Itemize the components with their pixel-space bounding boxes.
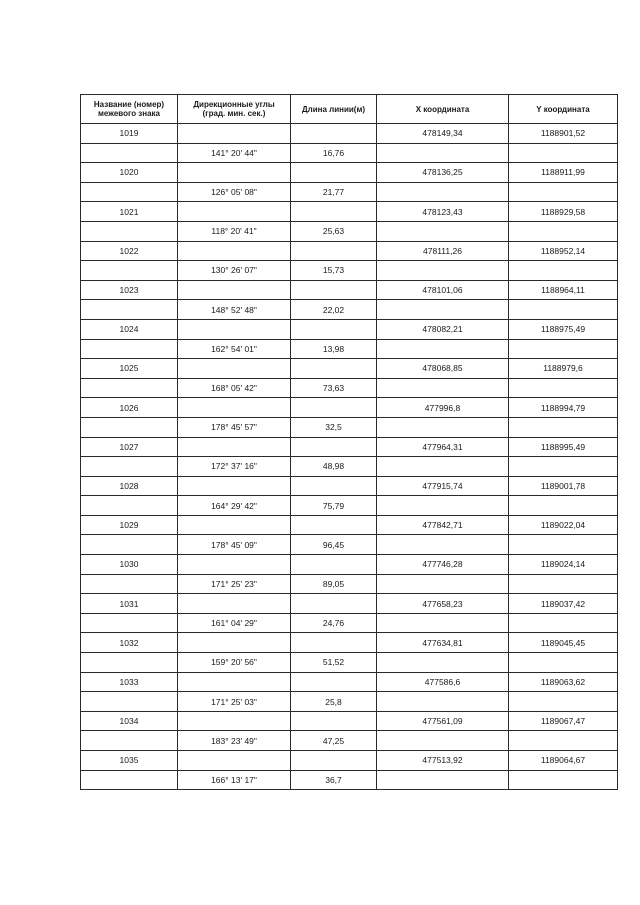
- empty-cell: [377, 300, 509, 320]
- point-x: 477561,09: [377, 711, 509, 731]
- point-y: 1188901,52: [509, 124, 618, 144]
- empty-cell: [377, 143, 509, 163]
- segment-length: 25,63: [291, 221, 377, 241]
- empty-cell: [509, 770, 618, 790]
- point-row: [81, 280, 618, 300]
- segment-row: [81, 378, 618, 398]
- empty-cell: [178, 398, 291, 418]
- empty-cell: [291, 359, 377, 379]
- point-x: 478101,06: [377, 280, 509, 300]
- header-length: Длина линии(м): [291, 95, 377, 124]
- empty-cell: [178, 124, 291, 144]
- point-row: [81, 398, 618, 418]
- point-x: 477586,6: [377, 672, 509, 692]
- segment-angle: 168° 05' 42": [178, 378, 291, 398]
- point-x: 478068,85: [377, 359, 509, 379]
- segment-angle: 130° 26' 07": [178, 261, 291, 281]
- point-x: 478136,25: [377, 163, 509, 183]
- point-x: 478111,26: [377, 241, 509, 261]
- point-row: [81, 515, 618, 535]
- segment-angle: 148° 52' 48": [178, 300, 291, 320]
- empty-cell: [377, 535, 509, 555]
- empty-cell: [81, 339, 178, 359]
- point-name: 1027: [81, 437, 178, 457]
- point-y: 1189064,67: [509, 751, 618, 771]
- point-y: 1188994,79: [509, 398, 618, 418]
- segment-row: [81, 143, 618, 163]
- point-row: [81, 202, 618, 222]
- point-row: [81, 359, 618, 379]
- point-y: 1189001,78: [509, 476, 618, 496]
- segment-row: [81, 221, 618, 241]
- point-name: 1031: [81, 594, 178, 614]
- segment-angle: 166° 13' 17": [178, 770, 291, 790]
- point-name: 1028: [81, 476, 178, 496]
- empty-cell: [509, 731, 618, 751]
- segment-angle: 178° 45' 57": [178, 417, 291, 437]
- segment-length: 13,98: [291, 339, 377, 359]
- segment-length: 51,52: [291, 653, 377, 673]
- empty-cell: [377, 574, 509, 594]
- segment-row: [81, 261, 618, 281]
- empty-cell: [81, 770, 178, 790]
- segment-length: 96,45: [291, 535, 377, 555]
- point-row: [81, 594, 618, 614]
- empty-cell: [291, 319, 377, 339]
- table-header-row: [81, 95, 618, 124]
- point-x: 477996,8: [377, 398, 509, 418]
- segment-length: 73,63: [291, 378, 377, 398]
- empty-cell: [509, 300, 618, 320]
- point-y: 1188995,49: [509, 437, 618, 457]
- empty-cell: [377, 770, 509, 790]
- empty-cell: [291, 672, 377, 692]
- empty-cell: [377, 613, 509, 633]
- empty-cell: [509, 535, 618, 555]
- empty-cell: [291, 280, 377, 300]
- empty-cell: [81, 261, 178, 281]
- point-row: [81, 751, 618, 771]
- segment-angle: 126° 05' 08": [178, 182, 291, 202]
- point-row: [81, 672, 618, 692]
- empty-cell: [291, 555, 377, 575]
- segment-row: [81, 300, 618, 320]
- empty-cell: [291, 124, 377, 144]
- point-name: 1033: [81, 672, 178, 692]
- empty-cell: [291, 476, 377, 496]
- segment-row: [81, 496, 618, 516]
- segment-angle: 159° 20' 56": [178, 653, 291, 673]
- empty-cell: [509, 496, 618, 516]
- segment-row: [81, 613, 618, 633]
- point-y: 1188979,6: [509, 359, 618, 379]
- empty-cell: [81, 143, 178, 163]
- segment-angle: 162° 54' 01": [178, 339, 291, 359]
- point-row: [81, 633, 618, 653]
- segment-length: 32,5: [291, 417, 377, 437]
- segment-row: [81, 457, 618, 477]
- empty-cell: [178, 280, 291, 300]
- empty-cell: [81, 182, 178, 202]
- point-name: 1035: [81, 751, 178, 771]
- segment-length: 48,98: [291, 457, 377, 477]
- empty-cell: [291, 515, 377, 535]
- point-name: 1025: [81, 359, 178, 379]
- point-x: 477746,28: [377, 555, 509, 575]
- empty-cell: [509, 221, 618, 241]
- point-y: 1189045,45: [509, 633, 618, 653]
- segment-row: [81, 339, 618, 359]
- empty-cell: [178, 751, 291, 771]
- empty-cell: [81, 457, 178, 477]
- empty-cell: [377, 378, 509, 398]
- empty-cell: [81, 221, 178, 241]
- empty-cell: [291, 202, 377, 222]
- empty-cell: [291, 163, 377, 183]
- segment-row: [81, 574, 618, 594]
- empty-cell: [377, 653, 509, 673]
- segment-angle: 172° 37' 16": [178, 457, 291, 477]
- empty-cell: [81, 653, 178, 673]
- point-y: 1189067,47: [509, 711, 618, 731]
- empty-cell: [291, 398, 377, 418]
- empty-cell: [81, 496, 178, 516]
- point-x: 477513,92: [377, 751, 509, 771]
- empty-cell: [291, 751, 377, 771]
- empty-cell: [81, 692, 178, 712]
- empty-cell: [291, 241, 377, 261]
- point-name: 1024: [81, 319, 178, 339]
- empty-cell: [377, 221, 509, 241]
- empty-cell: [509, 417, 618, 437]
- point-x: 477964,31: [377, 437, 509, 457]
- empty-cell: [377, 417, 509, 437]
- point-y: 1188911,99: [509, 163, 618, 183]
- segment-length: 25,8: [291, 692, 377, 712]
- point-name: 1020: [81, 163, 178, 183]
- empty-cell: [81, 535, 178, 555]
- empty-cell: [377, 692, 509, 712]
- segment-length: 21,77: [291, 182, 377, 202]
- empty-cell: [509, 339, 618, 359]
- point-name: 1019: [81, 124, 178, 144]
- segment-length: 36,7: [291, 770, 377, 790]
- point-name: 1032: [81, 633, 178, 653]
- empty-cell: [178, 359, 291, 379]
- point-y: 1189022,04: [509, 515, 618, 535]
- empty-cell: [377, 339, 509, 359]
- empty-cell: [178, 241, 291, 261]
- empty-cell: [178, 711, 291, 731]
- segment-angle: 141° 20' 44": [178, 143, 291, 163]
- segment-angle: 183° 23' 49": [178, 731, 291, 751]
- segment-row: [81, 535, 618, 555]
- point-y: 1188964,11: [509, 280, 618, 300]
- empty-cell: [291, 633, 377, 653]
- point-row: [81, 319, 618, 339]
- point-name: 1022: [81, 241, 178, 261]
- header-y: Y координата: [509, 95, 618, 124]
- point-y: 1188929,58: [509, 202, 618, 222]
- empty-cell: [178, 476, 291, 496]
- header-x: X координата: [377, 95, 509, 124]
- empty-cell: [81, 574, 178, 594]
- empty-cell: [178, 319, 291, 339]
- segment-angle: 161° 04' 29": [178, 613, 291, 633]
- empty-cell: [377, 496, 509, 516]
- empty-cell: [291, 594, 377, 614]
- point-x: 478082,21: [377, 319, 509, 339]
- empty-cell: [509, 143, 618, 163]
- point-name: 1021: [81, 202, 178, 222]
- segment-angle: 171° 25' 23": [178, 574, 291, 594]
- empty-cell: [377, 457, 509, 477]
- empty-cell: [509, 653, 618, 673]
- empty-cell: [377, 182, 509, 202]
- empty-cell: [509, 457, 618, 477]
- segment-length: 75,79: [291, 496, 377, 516]
- empty-cell: [178, 515, 291, 535]
- segment-row: [81, 731, 618, 751]
- point-x: 478149,34: [377, 124, 509, 144]
- point-x: 477915,74: [377, 476, 509, 496]
- point-y: 1188952,14: [509, 241, 618, 261]
- empty-cell: [509, 574, 618, 594]
- point-y: 1189063,62: [509, 672, 618, 692]
- segment-angle: 178° 45' 09": [178, 535, 291, 555]
- point-name: 1023: [81, 280, 178, 300]
- point-x: 477842,71: [377, 515, 509, 535]
- boundary-coordinates-table: [80, 94, 618, 790]
- empty-cell: [291, 437, 377, 457]
- point-x: 478123,43: [377, 202, 509, 222]
- segment-length: 24,76: [291, 613, 377, 633]
- empty-cell: [178, 163, 291, 183]
- point-row: [81, 711, 618, 731]
- point-row: [81, 437, 618, 457]
- empty-cell: [178, 555, 291, 575]
- point-x: 477658,23: [377, 594, 509, 614]
- empty-cell: [81, 300, 178, 320]
- point-name: 1034: [81, 711, 178, 731]
- point-row: [81, 241, 618, 261]
- empty-cell: [377, 731, 509, 751]
- point-row: [81, 124, 618, 144]
- point-x: 477634,81: [377, 633, 509, 653]
- segment-row: [81, 692, 618, 712]
- segment-length: 89,05: [291, 574, 377, 594]
- empty-cell: [178, 437, 291, 457]
- segment-angle: 164° 29' 42": [178, 496, 291, 516]
- empty-cell: [81, 417, 178, 437]
- empty-cell: [178, 594, 291, 614]
- empty-cell: [178, 202, 291, 222]
- empty-cell: [81, 378, 178, 398]
- empty-cell: [377, 261, 509, 281]
- empty-cell: [509, 182, 618, 202]
- segment-angle: 171° 25' 03": [178, 692, 291, 712]
- empty-cell: [291, 711, 377, 731]
- empty-cell: [81, 731, 178, 751]
- empty-cell: [178, 672, 291, 692]
- segment-row: [81, 653, 618, 673]
- header-angle: Дирекционные углы (град. мин. сек.): [178, 95, 291, 124]
- empty-cell: [509, 692, 618, 712]
- empty-cell: [81, 613, 178, 633]
- point-row: [81, 555, 618, 575]
- empty-cell: [178, 633, 291, 653]
- segment-length: 47,25: [291, 731, 377, 751]
- point-name: 1026: [81, 398, 178, 418]
- segment-angle: 118° 20' 41": [178, 221, 291, 241]
- point-row: [81, 476, 618, 496]
- segment-length: 16,76: [291, 143, 377, 163]
- segment-row: [81, 182, 618, 202]
- segment-row: [81, 417, 618, 437]
- segment-row: [81, 770, 618, 790]
- point-y: 1189024,14: [509, 555, 618, 575]
- segment-length: 15,73: [291, 261, 377, 281]
- point-row: [81, 163, 618, 183]
- point-name: 1029: [81, 515, 178, 535]
- empty-cell: [509, 378, 618, 398]
- point-y: 1189037,42: [509, 594, 618, 614]
- point-name: 1030: [81, 555, 178, 575]
- point-y: 1188975,49: [509, 319, 618, 339]
- empty-cell: [509, 261, 618, 281]
- segment-length: 22,02: [291, 300, 377, 320]
- empty-cell: [509, 613, 618, 633]
- header-name: Название (номер) межевого знака: [81, 95, 178, 124]
